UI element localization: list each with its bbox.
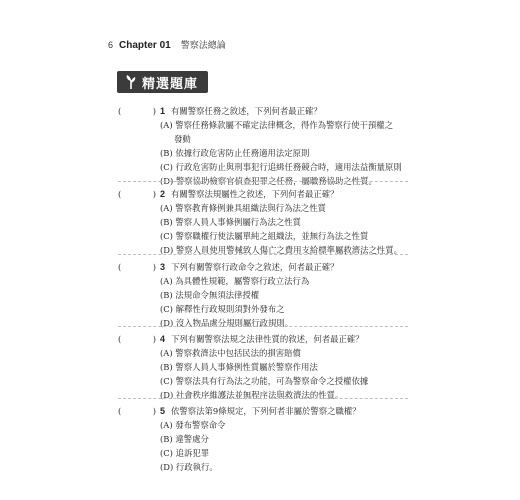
answer-close-paren: ) [152,262,156,272]
option-c: (C) 追訴犯罪 [160,448,210,458]
question-stem: 有關警察法規屬性之敘述，下列何者最正確？ [171,189,339,199]
answer-close-paren: ) [152,334,156,344]
option-a: (A) 警察任務條款屬不確定法律概念，得作為警察行使干預權之 [160,120,393,130]
question-divider [118,254,408,255]
answer-close-paren: ) [152,189,156,199]
question-number: 2 [160,189,166,199]
question-stem: 下列有關警察法規之法律性質的敘述，何者最正確？ [171,334,364,344]
question-divider [118,398,408,399]
option-a: (A) 警察教育條例兼具組織法與行為法之性質 [160,203,326,213]
question-number: 3 [160,262,166,272]
answer-close-paren: ) [152,106,156,116]
option-a-continued: 發動 [174,134,191,144]
bookmark-flower-icon [122,73,140,91]
option-d: (D) 沒入物品處分規則屬行政規則。 [160,318,294,328]
option-a: (A) 警察救濟法中包括民法的損害賠償 [160,348,301,358]
chapter-label: Chapter 01 [119,40,171,51]
option-a: (A) 為具體性規範，屬警察行政立法行為 [160,276,310,286]
answer-open-paren: ( [118,262,122,272]
answer-open-paren: ( [118,406,122,416]
option-b: (B) 法規命令無須法律授權 [160,290,260,300]
page-number: 6 [108,40,114,50]
answer-close-paren: ) [152,406,156,416]
question-divider [118,181,408,182]
option-d: (D) 行政執行。 [160,462,218,472]
question-stem: 依警察法第9條規定，下列何者非屬於警察之職權？ [171,406,361,416]
answer-open-paren: ( [118,106,122,116]
option-c: (C) 警察職權行使法屬單純之組織法，並無行為法之性質 [160,231,369,241]
question-number: 1 [160,106,166,116]
question-number: 4 [160,334,166,344]
question-divider [118,326,408,327]
section-title: 精選題庫 [142,76,199,92]
option-c: (C) 解釋性行政規則須對外發布之 [160,304,285,314]
question-stem: 下列有關警察行政命令之敘述，何者最正確？ [171,262,339,272]
answer-open-paren: ( [118,189,122,199]
option-d: (D) 警察協助檢察官偵查犯罪之任務，屬職務協助之性質。 [160,176,377,186]
question-3 [118,260,418,330]
option-c: (C) 行政危害防止與刑事犯行追緝任務競合時，適用法益衡量原則 [160,162,402,172]
chapter-title: 警察法總論 [180,41,226,51]
question-stem: 有關警察任務之敘述，下列何者最正確？ [171,106,322,116]
question-2 [118,187,418,257]
question-1 [118,104,418,188]
page-header [108,38,226,51]
option-c: (C) 警察法具有行為法之功能，可為警察命令之授權依據 [160,376,369,386]
option-b: (B) 警察人員人事條例屬行為法之性質 [160,217,301,227]
question-5 [118,404,418,474]
option-d: (D) 警察人員使用警械致人傷亡之費用支給標準屬救濟法之性質。 [160,245,403,255]
option-b: (B) 依據行政危害防止任務適用法定原則 [160,148,310,158]
option-d: (D) 社會秩序維護法並無程序法與救濟法的性質。 [160,390,344,400]
option-b: (B) 違警處分 [160,434,209,444]
question-4 [118,332,418,402]
option-a: (A) 發布警察命令 [160,420,226,430]
option-b: (B) 警察人員人事條例性質屬於警察作用法 [160,362,318,372]
answer-open-paren: ( [118,334,122,344]
section-heading [117,71,208,93]
question-number: 5 [160,406,166,416]
